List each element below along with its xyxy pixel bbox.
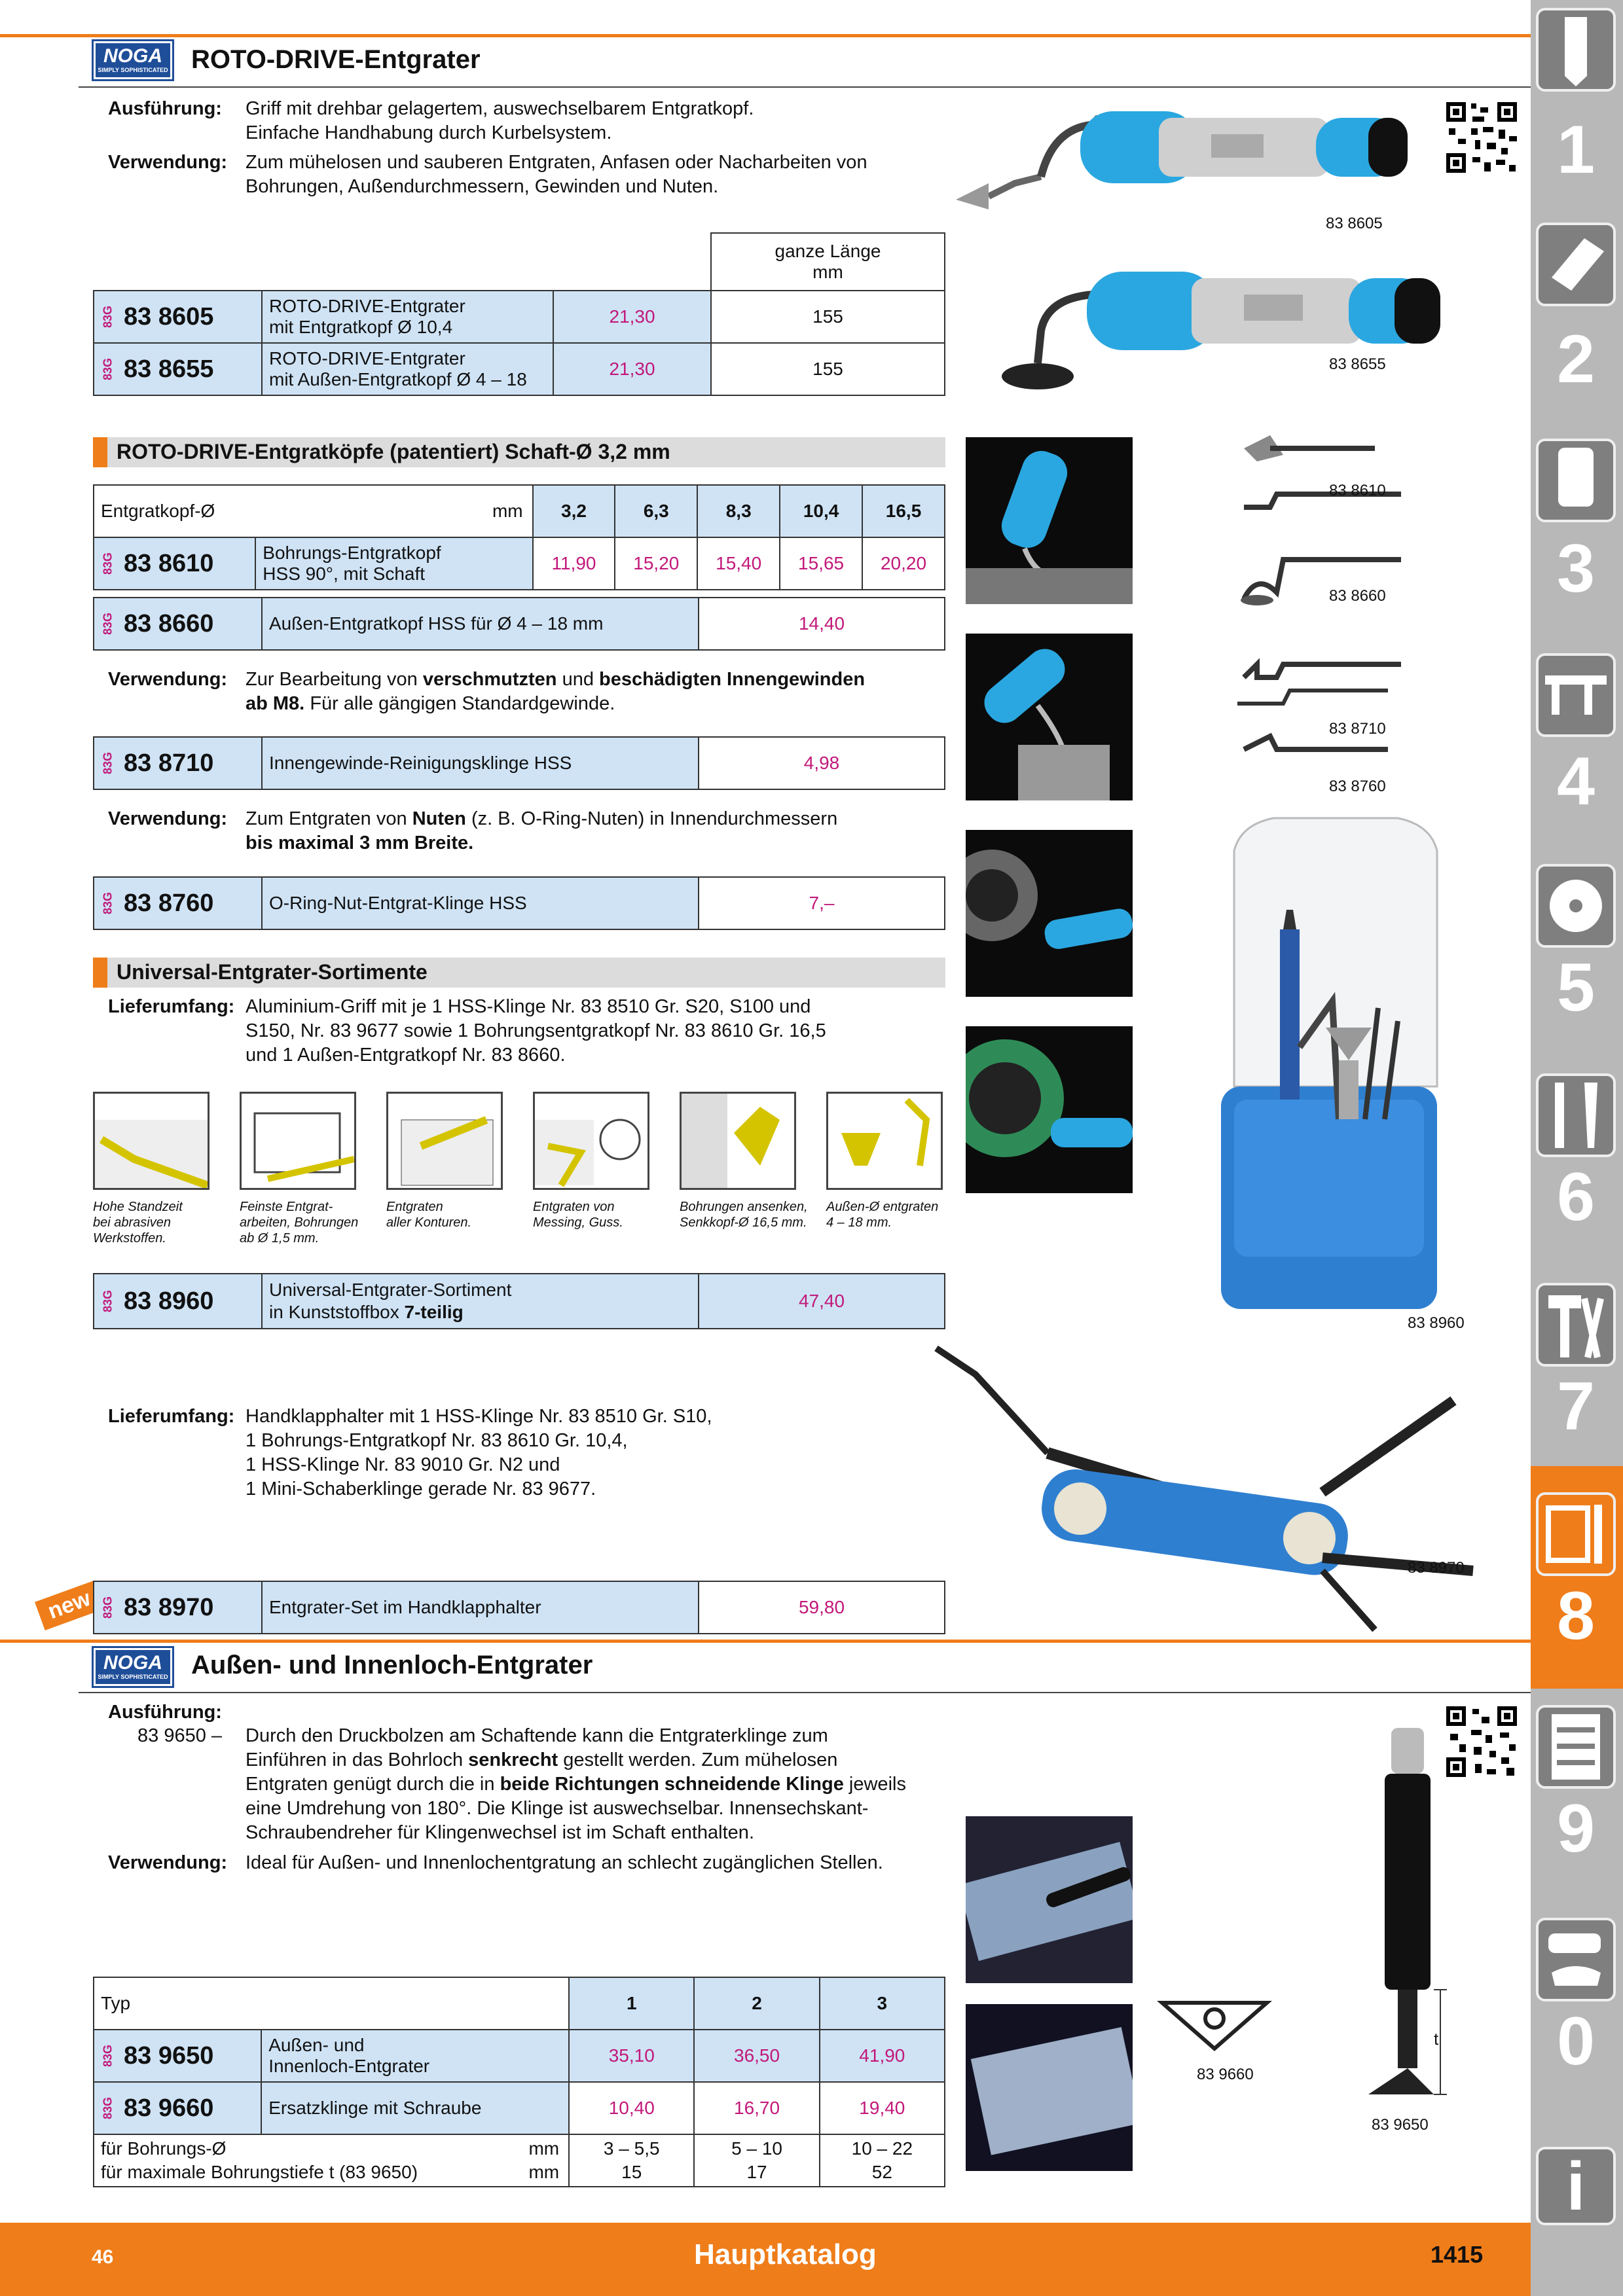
deburrer-image-2 <box>995 259 1467 403</box>
diagram-4 <box>533 1092 649 1190</box>
caliper-icon <box>1536 653 1616 737</box>
top-rule <box>0 34 1531 37</box>
diagram-caption-1: Hohe Standzeit bei abrasiven Werkstoffen. <box>93 1200 183 1246</box>
photo-usage-4 <box>966 1026 1133 1193</box>
table-row: 83G 83 8655 ROTO-DRIVE-Entgrater mit Außen-Entgratkopf Ø 4 – 18 21,30 155 <box>94 343 945 395</box>
photo-usage-1 <box>966 437 1133 604</box>
section2-verw1-text: Zur Bearbeitung von verschmutzten und beschädigten Innengewinden ab M8. Für alle gängigen Standardgewinde. <box>246 669 866 714</box>
noga-logo: NOGA SIMPLY SOPHISTICATED <box>94 41 172 79</box>
section3-table-1 <box>93 1273 945 1329</box>
diagram-5 <box>680 1092 796 1190</box>
section2-table-3 <box>93 736 945 790</box>
fig-label-838660: 83 8660 <box>1329 587 1386 605</box>
tools-icon <box>1536 1073 1616 1157</box>
section4-line <box>79 1692 1531 1693</box>
section2-verw2-text: Zum Entgraten von Nuten (z. B. O-Ring-Nuten) in Innendurchmessern bis maximal 3 mm Breite. <box>246 808 838 853</box>
section2-verw1-label: Verwendung: <box>108 669 228 690</box>
section4-table: Typ 1 2 3 83G 83 9650 Außen- und Innenloch-Entgrater 35,10 36,50 41,90 83G 83 9660 Ersatzklinge mit Schraube 10,40 16,70 19,40 für Bohrungs-Ø mm für maximale Bohrungstiefe t (83 9650) mm 3 – 5,5 15 5 – 10 17 10 – 22 52 <box>93 1977 945 2187</box>
section4-description: Durch den Druckbolzen am Schaftende kann die Entgraterklinge zum Einführen in das Bohrloch senkrecht gestellt werden. Zum mühelosen Entgraten genügt durch die in beide Richtungen schneidende Klinge jeweils eine Umdrehung von 180°. Die Klinge ist auswechselbar. Innensechskant- Schraubendreher für Klingenwechsel ist im Schaft enthalten. <box>246 1725 906 1843</box>
fig-label-838655: 83 8655 <box>1329 355 1386 373</box>
section2-table-1: Entgratkopf-Ø mm 3,2 6,3 8,3 10,4 16,5 83G 83 8610 Bohrungs-Entgratkopf HSS 90°, mit Schaft 11,90 15,20 15,40 15,65 20,20 <box>93 484 945 590</box>
replacement-blade-drawing <box>1156 1996 1273 2062</box>
section4-verw-label: Verwendung: <box>108 1852 228 1873</box>
power-tool-safety-icon <box>1536 1918 1616 2001</box>
spec-row: für Bohrungs-Ø mm für maximale Bohrungstiefe t (83 9650) mm 3 – 5,5 15 5 – 10 17 10 – 22 52 <box>94 2134 945 2187</box>
fig-label-838970: 83 8970 <box>1408 1559 1465 1577</box>
inner-outer-deburrer-image <box>1355 1728 1473 2108</box>
noga-logo-2: NOGA SIMPLY SOPHISTICATED <box>94 1648 172 1686</box>
footer-title: Hauptkatalog <box>694 2238 877 2270</box>
diagram-caption-3: Entgraten aller Konturen. <box>386 1200 472 1230</box>
diagram-3 <box>386 1092 503 1190</box>
section1-verw-label: Verwendung: <box>108 152 228 173</box>
tool-cabinet-icon <box>1536 1705 1616 1789</box>
section1-ausf-text: Griff mit drehbar gelagertem, auswechselbarem Entgratkopf. Einfache Handhabung durch Kurbelsystem. <box>246 98 754 143</box>
kit-box-image <box>1214 812 1444 1316</box>
saw-blade-icon <box>1536 864 1616 948</box>
section2-header: ROTO-DRIVE-Entgratköpfe (patentiert) Schaft-Ø 3,2 mm <box>93 437 945 467</box>
section2-verw2-label: Verwendung: <box>108 808 228 829</box>
fig-label-839660: 83 9660 <box>1197 2066 1254 2083</box>
page-number: 1415 <box>1431 2241 1484 2268</box>
section3-table-2 <box>93 1581 945 1634</box>
fig-label-838960: 83 8960 <box>1408 1314 1465 1332</box>
section2-table-2 <box>93 597 945 651</box>
drill-icon <box>1536 8 1616 92</box>
hammer-pliers-icon <box>1536 1283 1616 1367</box>
diagram-2 <box>240 1092 356 1190</box>
section4-verw-text: Ideal für Außen- und Innenlochentgratung an schlecht zugänglichen Stellen. <box>246 1852 883 1873</box>
section3-lief2-text: Handklapphalter mit 1 HSS-Klinge Nr. 83 8510 Gr. S10, 1 Bohrungs-Entgratkopf Nr. 83 8610 Gr. 10,4, 1 HSS-Klinge Nr. 83 9010 Gr. N2 und 1 Mini-Schaberklinge gerade Nr. 83 9677. <box>246 1406 712 1499</box>
section1-ausf-label: Ausführung: <box>108 98 222 119</box>
table-row: 83G 83 8960 Universal-Entgrater-Sortiment in Kunststoffbox 7-teilig 47,40 <box>94 1274 945 1329</box>
diagram-caption-2: Feinste Entgrat- arbeiten, Bohrungen ab Ø 1,5 mm. <box>240 1200 359 1246</box>
table-row: 83G 83 8710 Innengewinde-Reinigungsklinge HSS 4,98 <box>94 737 945 789</box>
cutting-insert-icon <box>1536 223 1616 306</box>
section3-lief-text: Aluminium-Griff mit je 1 HSS-Klinge Nr. 83 8510 Gr. S20, S100 und S150, Nr. 83 9677 sowie 1 Bohrungsentgratkopf Nr. 83 8610 Gr. 16,5 und 1 Außen-Entgratkopf Nr. 83 8660. <box>246 996 826 1066</box>
table-row: 83G 83 9660 Ersatzklinge mit Schraube 10,40 16,70 19,40 <box>94 2082 945 2134</box>
photo-usage-3 <box>966 830 1133 997</box>
fig-label-838605: 83 8605 <box>1326 215 1383 232</box>
diagram-caption-5: Bohrungen ansenken, Senkkopf-Ø 16,5 mm. <box>680 1200 808 1230</box>
table-row: 83G 83 9650 Außen- und Innenloch-Entgrater 35,10 36,50 41,90 <box>94 2030 945 2082</box>
section4-rule <box>0 1640 1531 1643</box>
table-row: 83G 83 8660 Außen-Entgratkopf HSS für Ø 4 – 18 mm 14,40 <box>94 598 945 650</box>
fig-label-839650: 83 9650 <box>1372 2116 1429 2134</box>
fig-label-838710: 83 8710 <box>1329 720 1386 738</box>
section1-verw-text: Zum mühelosen und sauberen Entgraten, Anfasen oder Nacharbeiten von Bohrungen, Außendurchmessern, Gewinden und Nuten. <box>246 152 867 197</box>
table-row: 83G 83 8610 Bohrungs-Entgratkopf HSS 90°, mit Schaft 11,90 15,20 15,40 15,65 20,20 <box>94 537 945 590</box>
chuck-icon <box>1536 439 1616 522</box>
new-badge: new <box>35 1581 104 1630</box>
section1-title: ROTO-DRIVE-Entgrater <box>191 45 481 74</box>
length-header: ganze Länge mm <box>711 233 945 291</box>
blades-drawing <box>1231 429 1421 795</box>
diagram-caption-4: Entgraten von Messing, Guss. <box>533 1200 623 1230</box>
section1-table <box>93 232 945 396</box>
section2-table-4 <box>93 876 945 930</box>
section1-rule <box>79 86 1531 88</box>
table-row: 83G 83 8760 O-Ring-Nut-Entgrat-Klinge HSS 7,– <box>94 877 945 929</box>
fig-label-838610: 83 8610 <box>1329 482 1386 499</box>
section3-lief2-label: Lieferumfang: <box>108 1406 235 1427</box>
folding-holder-image <box>917 1335 1493 1636</box>
depth-t-label: t <box>1434 2029 1439 2049</box>
deburring-tools-icon <box>1536 1492 1616 1576</box>
diagram-6 <box>826 1092 943 1190</box>
fig-label-838760: 83 8760 <box>1329 778 1386 795</box>
footer-left: 46 <box>92 2246 114 2268</box>
section3-lief-label: Lieferumfang: <box>108 996 235 1017</box>
section4-ausf-label: Ausführung: <box>108 1702 222 1723</box>
photo-usage-6 <box>966 2004 1133 2171</box>
diagram-caption-6: Außen-Ø entgraten 4 – 18 mm. <box>826 1200 939 1230</box>
diagram-1 <box>93 1092 210 1190</box>
photo-usage-5 <box>966 1816 1133 1983</box>
table-row: 83G 83 8605 ROTO-DRIVE-Entgrater mit Entgratkopf Ø 10,4 21,30 155 <box>94 291 945 343</box>
section3-header: Universal-Entgrater-Sortimente <box>93 958 945 988</box>
deburrer-image-1 <box>949 98 1434 229</box>
section4-title: Außen- und Innenloch-Entgrater <box>191 1651 593 1679</box>
table-row: 83G 83 8970 Entgrater-Set im Handklapphalter 59,80 <box>94 1581 945 1634</box>
photo-usage-2 <box>966 634 1133 800</box>
qr-code-icon <box>1444 99 1520 175</box>
section4-item-ref: 83 9650 – <box>137 1725 223 1746</box>
